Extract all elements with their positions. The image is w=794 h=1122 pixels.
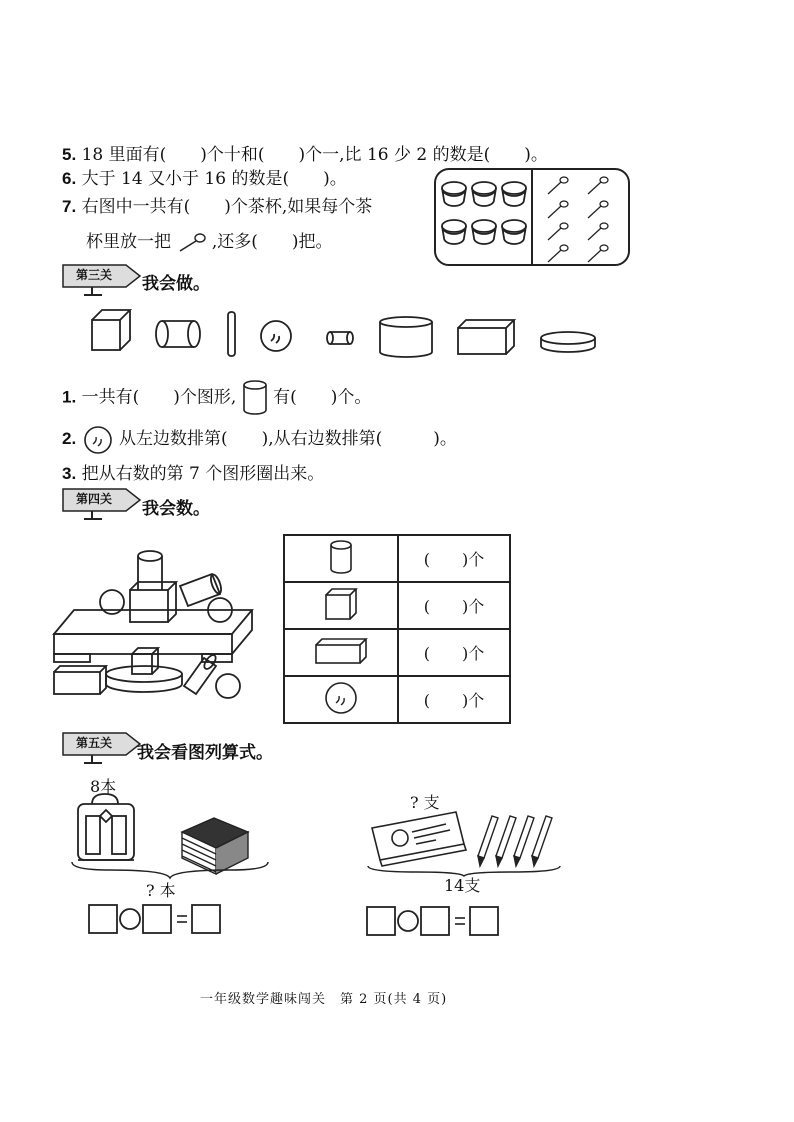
wide-cylinder-icon (380, 317, 432, 357)
equation-left (88, 903, 224, 933)
teacup-icons (442, 182, 526, 244)
question-7: 7. 右图中一共有( )个茶杯,如果每个茶 (62, 197, 373, 217)
section-5-badge: 第五关 (62, 732, 144, 768)
question-6: 6. 大于 14 又小于 16 的数是( )。 (62, 169, 347, 189)
count-table (283, 534, 511, 724)
cylinder-icon (242, 380, 268, 416)
table-row (284, 629, 510, 676)
sphere-icon (82, 425, 114, 455)
table-row (284, 582, 510, 629)
cuboid-icon (458, 320, 514, 354)
answer-box[interactable] (192, 905, 220, 933)
answer-box[interactable] (89, 905, 117, 933)
pens-top-label: ? 支 (410, 793, 440, 812)
backpack-icon (78, 794, 134, 860)
flat-cylinder-icon (541, 332, 595, 352)
cups-and-spoons-figure (434, 168, 630, 266)
spoon-icon (176, 232, 206, 254)
cylinder-icon (329, 540, 353, 574)
section-3-question-1: 1. 一共有( )个图形, 有( )个。 (62, 380, 371, 416)
question-5: 5. 18 里面有( )个十和( )个一,比 16 少 2 的数是( )。 (62, 145, 548, 165)
sphere-icon (261, 321, 291, 351)
answer-box[interactable] (143, 905, 171, 933)
equation-right (366, 905, 502, 937)
cylinder-lying-icon (156, 321, 200, 347)
table-row (284, 676, 510, 723)
stacked-blocks-figure (52, 546, 256, 698)
section-4-title: 我会数。 (142, 499, 210, 519)
answer-box[interactable] (421, 907, 449, 935)
answer-cell[interactable]: ( )个 (398, 535, 510, 582)
backpack-and-books-figure (70, 792, 270, 876)
books-top-label: 8本 (90, 777, 117, 796)
small-cylinder-icon (327, 332, 353, 344)
answer-cell[interactable]: ( )个 (398, 676, 510, 723)
pencil-case-and-pens-figure (366, 804, 566, 876)
answer-cell[interactable]: ( )个 (398, 582, 510, 629)
spoon-icons (548, 177, 608, 262)
answer-box[interactable] (470, 907, 498, 935)
operator-circle[interactable] (120, 909, 140, 929)
answer-cell[interactable]: ( )个 (398, 629, 510, 676)
cuboid-icon (314, 637, 368, 665)
shapes-row (90, 308, 610, 364)
section-3-question-2: 2. 从左边数排第( ),从右边数排第( )。 (62, 424, 457, 455)
sphere-icon (324, 681, 358, 715)
cube-icon (92, 310, 130, 350)
page-footer: 一年级数学趣味闯关 第 2 页(共 4 页) (200, 992, 448, 1007)
section-4-badge: 第四关 (62, 488, 144, 524)
question-7-continued: 杯里放一把 ,还多( )把。 (86, 232, 333, 252)
pencil-case-icon (372, 812, 466, 866)
thin-cylinder-icon (228, 312, 235, 356)
books-bottom-label: ? 本 (146, 881, 176, 900)
section-5-title: 我会看图列算式。 (137, 743, 273, 763)
section-3-question-3: 3. 把从右数的第 7 个图形圈出来。 (62, 464, 325, 484)
pens-bottom-label: 14支 (444, 876, 481, 895)
section-3-badge: 第三关 (62, 264, 144, 300)
section-3-title: 我会做。 (142, 274, 210, 294)
cube-icon (324, 587, 358, 621)
answer-box[interactable] (367, 907, 395, 935)
table-row (284, 535, 510, 582)
books-stack-icon (182, 818, 248, 874)
operator-circle[interactable] (398, 911, 418, 931)
pen-icons (478, 816, 552, 866)
